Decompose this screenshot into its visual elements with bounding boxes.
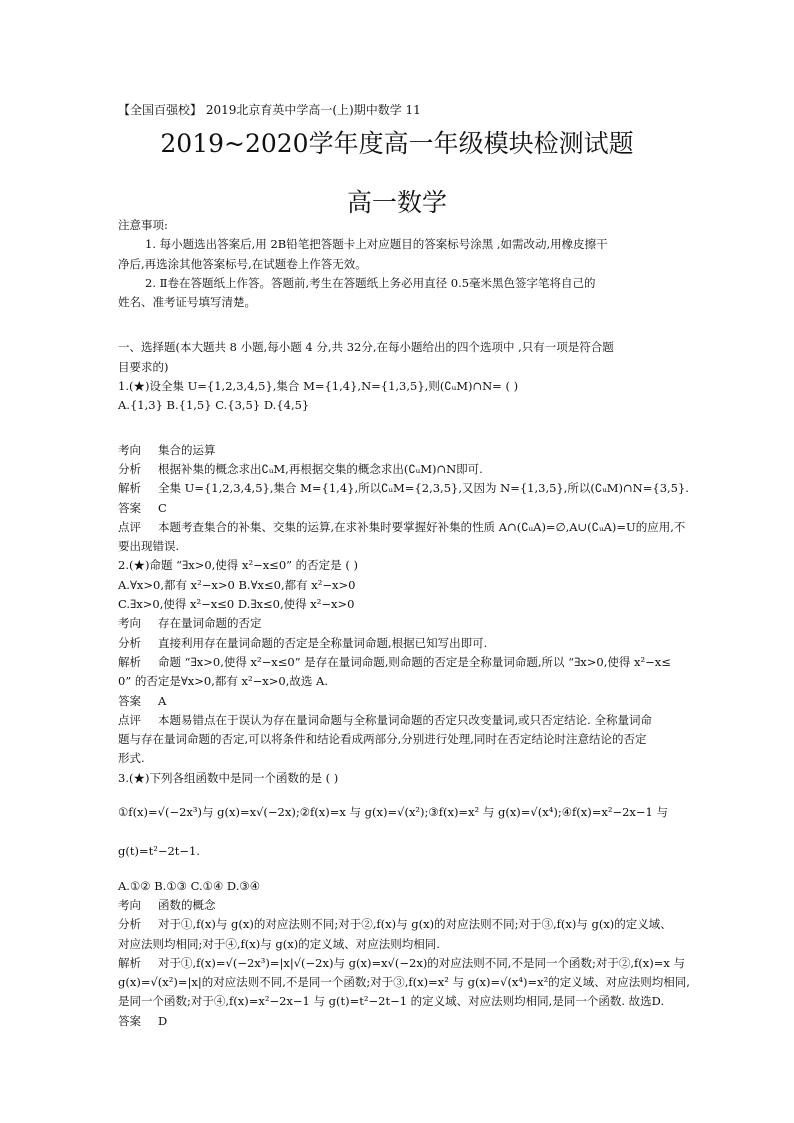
q2-stem: 2.(★)命题 “∃x>0,使得 x²−x≤0” 的否定是 ( ) [118, 558, 358, 573]
q1-answer: 答案 C [118, 499, 678, 518]
document-body [118, 216, 690, 1031]
notice-item-2: 2. Ⅱ卷在答题纸上作答。答题前,考生在答题纸上务必用直径 0.5毫米黑色签字笔将自己的 [145, 275, 596, 290]
notice-item-1-cont: 净后,再选涂其他答案标号,在试题卷上作答无效。 [118, 256, 367, 271]
document-header: 【全国百强校】 2019北京育英中学高一(上)期中数学 11 [118, 103, 421, 117]
q3-stem: 3.(★)下列各组函数中是同一个函数的是 ( ) [118, 770, 339, 785]
q1-stem: 1.(★)设全集 U={1,2,3,4,5},集合 M={1,4},N={1,3,5},则(∁ᵤM)∩N= ( ) [118, 379, 519, 394]
q2-dianping-label: 点评 [118, 712, 141, 727]
q3-jiexi-label: 解析 [118, 955, 141, 970]
q1-kaoxiang-label: 考向 [118, 442, 141, 457]
notice-heading: 注意事项: [118, 218, 168, 232]
section-heading-cont: 目要求的) [118, 359, 169, 374]
q1-dianping-cont: 要出现错误. [118, 539, 180, 554]
q3-jiexi: 解析 对于①,f(x)=√(−2x³)=|x|√(−2x)与 g(x)=x√(−2x)的对应法则不同,不是同一个函数;对于②,f(x)=x 与 [118, 954, 678, 973]
q2-dianping: 点评 本题易错点在于误认为存在量词命题与全称量词命题的否定只改变量词,或只否定结论. 全称量词命 [118, 711, 678, 730]
q1-dianping: 点评 本题考查集合的补集、交集的运算,在求补集时要掌握好补集的性质 A∩(∁ᵤA)=∅,A∪(∁ᵤA)=U的应用,不 [118, 518, 678, 537]
q1-jiexi-label: 解析 [118, 481, 141, 496]
q3-kaoxiang: 考向 函数的概念 [118, 896, 678, 915]
q1-dianping-label: 点评 [118, 519, 141, 534]
page-title: 2019~2020学年度高一年级模块检测试题 [160, 129, 634, 158]
q2-kaoxiang: 考向 存在量词命题的否定 [118, 614, 678, 633]
q2-options-ab: A.∀x>0,都有 x²−x>0 B.∀x≤0,都有 x²−x>0 [118, 577, 356, 592]
q1-fenxi: 分析 根据补集的概念求出∁ᵤM,再根据交集的概念求出(∁ᵤM)∩N即可. [118, 460, 678, 479]
q2-answer: 答案 A [118, 692, 678, 711]
section-heading: 一、选择题(本大题共 8 小题,每小题 4 分,共 32分,在每小题给出的四个选项中 ,只有一项是符合题 [118, 340, 614, 355]
q2-dianping-cont-2: 形式. [118, 751, 145, 766]
q2-answer-label: 答案 [118, 693, 141, 708]
q1-answer-label: 答案 [118, 500, 141, 515]
q2-options-cd: C.∃x>0,使得 x²−x≤0 D.∃x≤0,使得 x²−x>0 [118, 597, 355, 612]
q2-kaoxiang-label: 考向 [118, 616, 141, 631]
q2-jiexi: 解析 命题 “∃x>0,使得 x²−x≤0” 是存在量词命题,则命题的否定是全称量词命题,所以 “∃x>0,使得 x²−x≤ [118, 653, 678, 672]
q3-groups: ①f(x)=√(−2x³)与 g(x)=x√(−2x);②f(x)=x 与 g(x)=√(x²);③f(x)=x² 与 g(x)=√(x⁴);④f(x)=x²−2x−1 与 [118, 805, 669, 820]
q2-dianping-cont: 题与存在量词命题的否定,可以将条件和结论看成两部分,分别进行处理,同时在否定结论时注意结论的否定 [118, 732, 647, 747]
q3-kaoxiang-label: 考向 [118, 897, 141, 912]
notice-item-1: 1. 每小题选出答案后,用 2B铅笔把答题卡上对应题目的答案标号涂黑 ,如需改动,用橡皮擦干 [145, 237, 608, 252]
q2-jiexi-label: 解析 [118, 654, 141, 669]
q3-fenxi-label: 分析 [118, 917, 141, 932]
q2-jiexi-cont: 0” 的否定是∀x>0,都有 x²−x>0,故选 A. [118, 674, 328, 689]
q1-fenxi-label: 分析 [118, 461, 141, 476]
q3-jiexi-cont: g(x)=√(x²)=|x|的对应法则不同,不是同一个函数;对于③,f(x)=x² 与 g(x)=√(x⁴)=x²的定义域、对应法则均相同, [118, 975, 690, 990]
q3-groups-cont: g(t)=t²−2t−1. [118, 844, 201, 859]
q3-options: A.①② B.①③ C.①④ D.③④ [118, 878, 261, 893]
q2-fenxi-label: 分析 [118, 635, 141, 650]
page-subtitle: 高一数学 [346, 188, 447, 217]
q1-kaoxiang: 考向 集合的运算 [118, 441, 678, 460]
q3-jiexi-cont-2: 是同一个函数;对于④,f(x)=x²−2x−1 与 g(t)=t²−2t−1 的定义域、对应法则均相同,是同一个函数. 故选D. [118, 994, 665, 1009]
q3-answer: 答案 D [118, 1012, 678, 1031]
notice-item-2-cont: 姓名、准考证号填写清楚。 [118, 295, 256, 310]
q1-options: A.{1,3} B.{1,5} C.{3,5} D.{4,5} [118, 398, 310, 413]
q1-jiexi: 解析 全集 U={1,2,3,4,5},集合 M={1,4},所以∁ᵤM={2,3,5},又因为 N={1,3,5},所以(∁ᵤM)∩N={3,5}. [118, 479, 678, 498]
q2-fenxi: 分析 直接利用存在量词命题的否定是全称量词命题,根据已知写出即可. [118, 634, 678, 653]
q3-fenxi: 分析 对于①,f(x)与 g(x)的对应法则不同;对于②,f(x)与 g(x)的对应法则不同;对于③,f(x)与 g(x)的定义域、 [118, 915, 678, 934]
q3-answer-label: 答案 [118, 1013, 141, 1028]
q3-fenxi-cont: 对应法则均相同;对于④,f(x)与 g(x)的定义域、对应法则均相同. [118, 936, 440, 951]
